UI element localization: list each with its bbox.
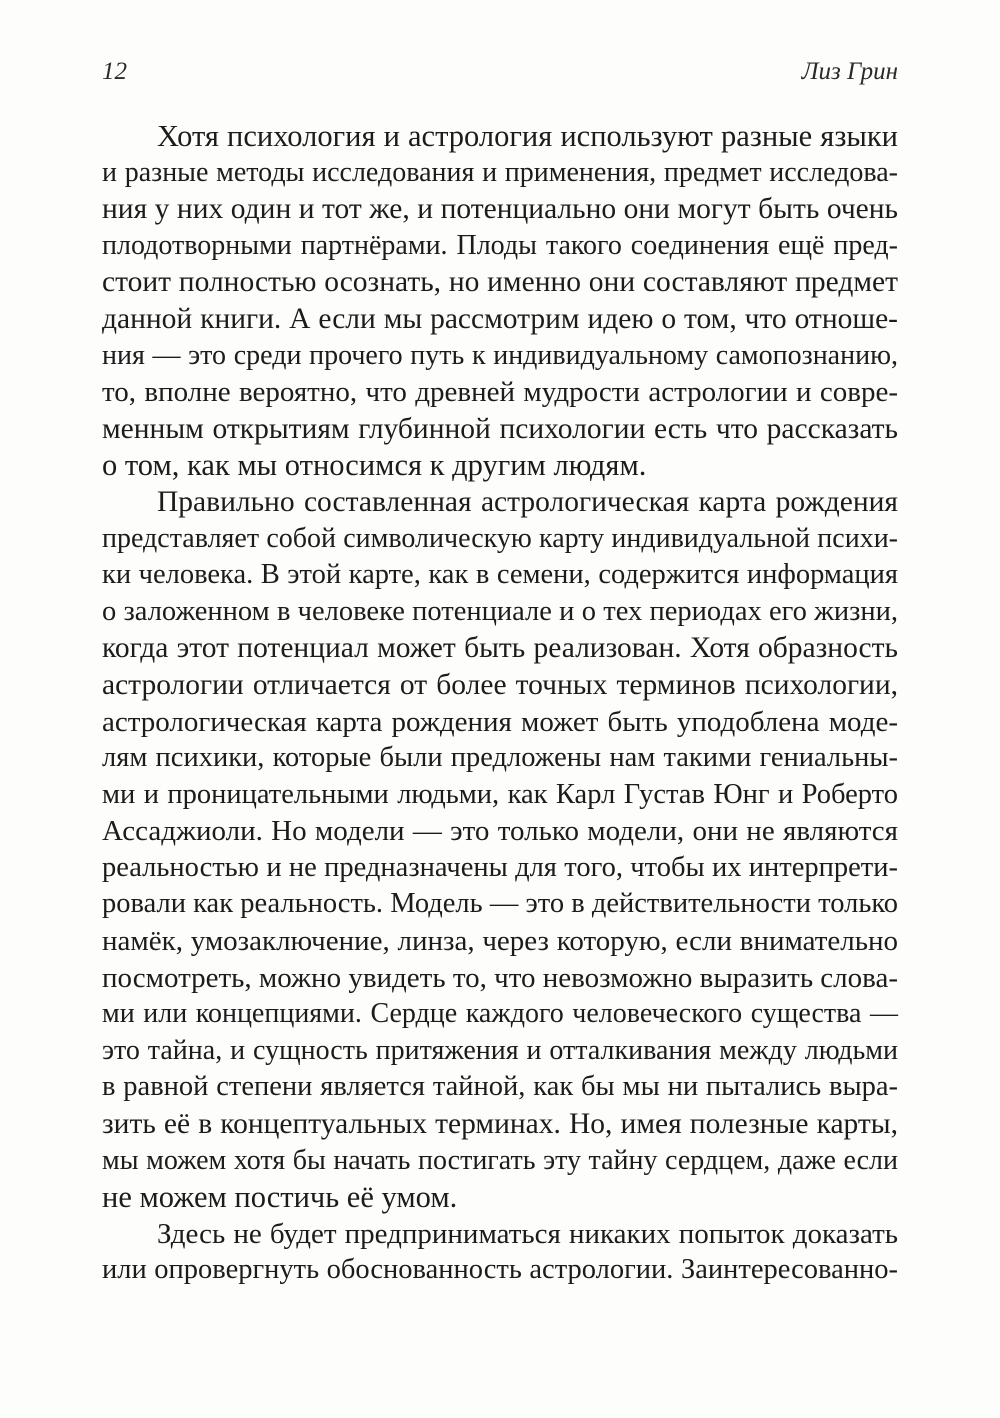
paragraph-2: [102, 484, 898, 1216]
text-line: это тайна, и сущность притяжения и отталкивания между людьми: [102, 1034, 898, 1066]
paragraph-3: [102, 1216, 898, 1289]
text-line: посмотреть, можно увидеть то, что невозможно выразить слова-: [102, 961, 898, 994]
text-line: зить её в концептуальных терминах. Но, имея полезные карты,: [102, 1108, 898, 1141]
text-line: не можем постичь её умом.: [102, 1180, 458, 1215]
text-line: лям психики, которые были предложены нам такими гениальны-: [102, 742, 898, 774]
text-line: Правильно составленная астрологическая карта рождения: [157, 485, 898, 518]
text-line: ния у них один и тот же, и потенциально они могут быть очень: [102, 193, 898, 226]
page-number: 12: [102, 58, 127, 85]
text-line: и разные методы исследования и применения, предмет исследова-: [102, 156, 898, 188]
text-line: менным открытиям глубинной психологии есть что рассказать: [102, 412, 898, 445]
text-line: намёк, умозаключение, линза, через которую, если внимательно: [102, 925, 898, 958]
text-line: ки человека. В этой карте, как в семени, содержится информация: [102, 559, 898, 591]
text-line: ми и проницательными людьми, как Карл Густав Юнг и Роберто: [102, 778, 898, 810]
text-line: ми или концепциями. Сердце каждого человеческого существа —: [102, 998, 898, 1030]
text-line: астрологическая карта рождения может быть уподоблена моде-: [102, 705, 898, 738]
text-line: или опровергнуть обоснованность астрологии. Заинтересованно-: [102, 1254, 898, 1286]
text-line: Здесь не будет предприниматься никаких попыток доказать: [157, 1217, 898, 1250]
text-line: ния — это среди прочего путь к индивидуальному самопознанию,: [102, 339, 898, 371]
text-line: представляет собой символическую карту индивидуальной психи-: [102, 522, 898, 554]
text-line: то, вполне вероятно, что древней мудрости астрологии и совре-: [102, 376, 898, 409]
text-line: о заложенном в человеке потенциале и о тех периодах его жизни,: [102, 595, 898, 627]
text-line: астрологии отличается от более точных терминов психологии,: [102, 668, 898, 701]
body-text: [102, 118, 898, 1289]
text-line: когда этот потенциал может быть реализован. Хотя образность: [102, 632, 898, 665]
text-line: стоит полностью осознать, но именно они составляют предмет: [102, 266, 898, 299]
text-line: Ассаджиоли. Но модели — это только модели, они не являются: [102, 815, 898, 848]
text-line: ровали как реальность. Модель — это в действительности только: [102, 888, 898, 920]
page-header: [102, 58, 898, 94]
text-line: о том, как мы относимся к другим людям.: [102, 448, 647, 483]
text-line: данной книги. А если мы рассмотрим идею о том, что отноше-: [102, 302, 898, 335]
text-line: реальностью и не предназначены для того, чтобы их интерпрети-: [102, 851, 898, 883]
text-line: плодотворными партнёрами. Плоды такого соединения ещё пред-: [102, 229, 898, 261]
text-line: мы можем хотя бы начать постигать эту тайну сердцем, даже если: [102, 1144, 898, 1176]
paragraph-1: [102, 118, 898, 484]
text-line: Хотя психология и астрология используют разные языки: [157, 119, 898, 153]
running-head-author: Лиз Грин: [801, 58, 898, 85]
text-line: в равной степени является тайной, как бы мы ни пытались выра-: [102, 1071, 898, 1103]
